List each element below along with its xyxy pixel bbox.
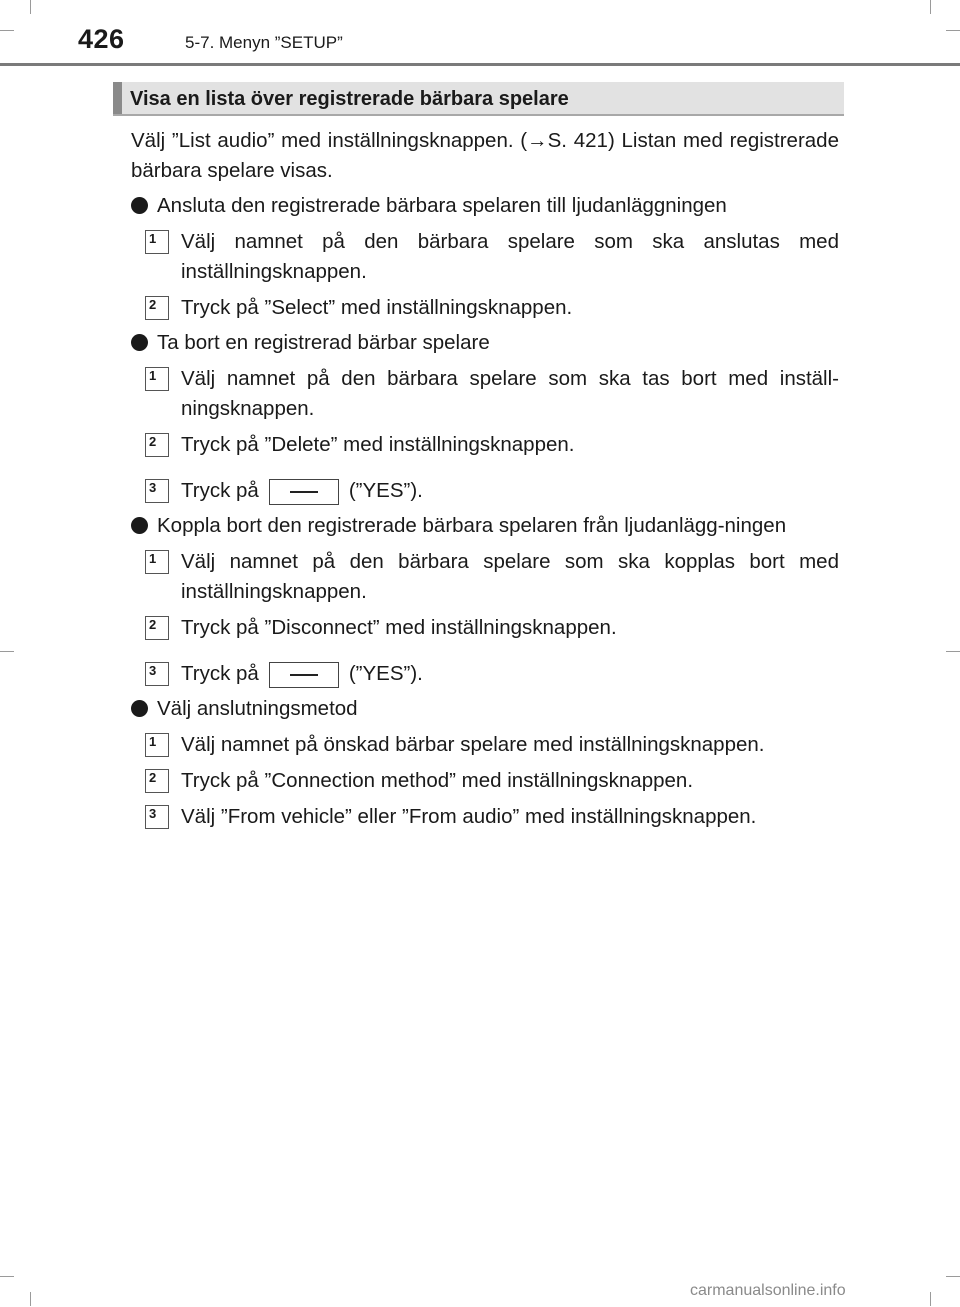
step-item: [131, 659, 839, 689]
bullet-title: Ta bort en registrerad bärbar spelare: [157, 331, 490, 354]
bullet-dot-icon: [131, 334, 148, 351]
step-item: [131, 293, 839, 323]
section-title: 5-7. Menyn ”SETUP”: [185, 33, 343, 52]
step-text: Tryck på ”Connection method” med inställningsknappen.: [181, 769, 694, 792]
step-number: 2: [145, 616, 169, 640]
bullet-dot-icon: [131, 197, 148, 214]
bullet-title: Ansluta den registrerade bärbara spelaren till ljudanläggningen: [157, 194, 727, 217]
step-item: [131, 476, 839, 506]
dash-glyph-icon: [290, 491, 318, 493]
step-item: [131, 802, 839, 832]
crop-mark: [0, 651, 14, 652]
step-item: [131, 613, 839, 643]
step-text: Välj namnet på den bärbara spelare som ska anslutas med inställningsknappen.: [181, 230, 839, 283]
step-text: Tryck på ”Select” med inställningsknappen.: [181, 296, 573, 319]
watermark: carmanualsonline.info: [690, 1282, 846, 1299]
heading-accent-bar: [113, 82, 122, 114]
step-text-pre: Tryck på: [181, 662, 259, 685]
step-item: [131, 364, 839, 424]
intro-paragraph: Välj ”List audio” med inställningsknappen. (→S. 421) Listan med registrerade bärbara spelare visas.: [131, 129, 839, 182]
bullet-item: [131, 191, 839, 221]
step-number: 1: [145, 230, 169, 254]
step-number: 1: [145, 733, 169, 757]
crop-mark: [946, 651, 960, 652]
bullet-title: Välj anslutningsmetod: [157, 697, 358, 720]
content: [131, 126, 839, 832]
step-number: 3: [145, 805, 169, 829]
step-item: [131, 547, 839, 607]
step-item: [131, 766, 839, 796]
dash-glyph-icon: [290, 674, 318, 676]
step-number: 2: [145, 769, 169, 793]
step-text: Tryck på ”Disconnect” med inställningsknappen.: [181, 616, 617, 639]
bullet-item: [131, 511, 839, 541]
step-text: Välj ”From vehicle” eller ”From audio” med inställningsknappen.: [181, 805, 757, 828]
page-number: 426: [78, 24, 125, 54]
step-item: [131, 430, 839, 460]
header-rule: [0, 63, 960, 66]
step-number: 2: [145, 296, 169, 320]
bullet-dot-icon: [131, 700, 148, 717]
step-number: 2: [145, 433, 169, 457]
step-number: 1: [145, 367, 169, 391]
crop-mark: [930, 1292, 931, 1306]
step-text: Välj namnet på den bärbara spelare som ska kopplas bort med inställningsknappen.: [181, 550, 839, 603]
step-text: Tryck på ”Delete” med inställningsknappen.: [181, 433, 575, 456]
crop-mark: [30, 1292, 31, 1306]
bullet-item: [131, 694, 839, 724]
yes-key-icon: [269, 662, 339, 688]
step-number: 3: [145, 662, 169, 686]
page-header: [0, 0, 960, 66]
bullet-dot-icon: [131, 517, 148, 534]
step-text: Välj namnet på önskad bärbar spelare med inställningsknappen.: [181, 733, 765, 756]
yes-key-icon: [269, 479, 339, 505]
bullet-title: Koppla bort den registrerade bärbara spelaren från ljudanlägg-ningen: [157, 514, 787, 537]
step-number: 3: [145, 479, 169, 503]
step-text: Välj namnet på den bärbara spelare som ska tas bort med inställ-ningsknappen.: [181, 367, 839, 420]
bullet-item: [131, 328, 839, 358]
crop-mark: [946, 1276, 960, 1277]
step-text-post: (”YES”).: [348, 662, 423, 685]
section-heading-box: [113, 82, 844, 116]
step-text-post: (”YES”).: [348, 479, 423, 502]
crop-mark: [0, 1276, 14, 1277]
section-heading: Visa en lista över registrerade bärbara spelare: [130, 88, 569, 110]
step-number: 1: [145, 550, 169, 574]
step-text-pre: Tryck på: [181, 479, 259, 502]
step-item: [131, 227, 839, 287]
step-item: [131, 730, 839, 760]
